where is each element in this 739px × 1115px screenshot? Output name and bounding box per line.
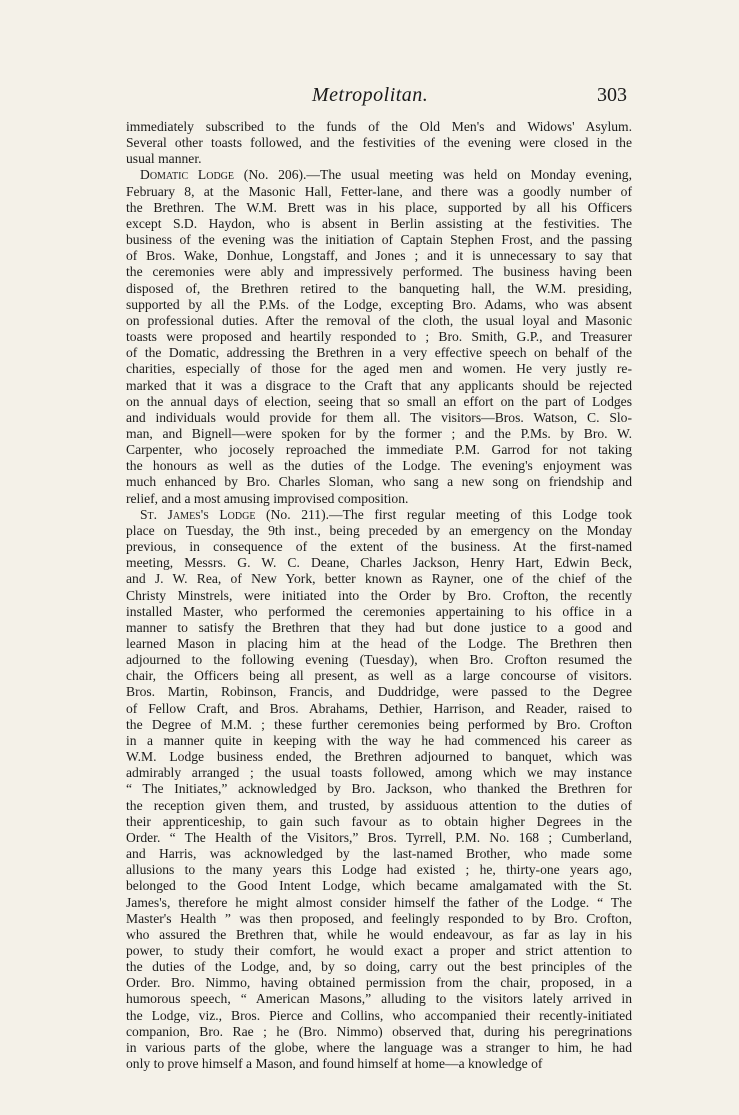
text-line bbox=[126, 862, 632, 878]
lodge-name: St. James's Lodge bbox=[140, 506, 256, 522]
line-text: and individuals would provide for them all. The visitors—Bros. Watson, C. Slo- bbox=[126, 409, 632, 425]
line-text: “ The Initiates,” acknowledged by Bro. Jackson, who thanked the Brethren for bbox=[126, 781, 632, 797]
line-text: meeting, Messrs. G. W. C. Deane, Charles Jackson, Henry Hart, Edwin Beck, bbox=[126, 555, 632, 571]
text-line bbox=[126, 911, 632, 927]
line-text: toasts were proposed and heartily responded to ; Bro. Smith, G.P., and Treasurer bbox=[126, 329, 632, 345]
line-text: in a manner quite in keeping with the way he had commenced his career as bbox=[126, 732, 632, 748]
line-text: of Fellow Craft, and Bros. Abrahams, Dethier, Harrison, and Reader, raised to bbox=[126, 700, 632, 716]
text-line bbox=[126, 668, 632, 684]
line-text: only to prove himself a Mason, and found himself at home—a knowledge of bbox=[126, 1056, 543, 1072]
line-text: who assured the Brethren that, while he would endeavour, as far as lay in his bbox=[126, 926, 632, 942]
text-line bbox=[126, 410, 632, 426]
text-line bbox=[126, 684, 632, 700]
text-line bbox=[126, 765, 632, 781]
text-line bbox=[126, 264, 632, 280]
line-text: their apprenticeship, to gain such favour as to obtain higher Degrees in the bbox=[126, 813, 632, 829]
text-line bbox=[126, 151, 632, 167]
text-line bbox=[126, 604, 632, 620]
line-text: the honours as well as the duties of the Lodge. The evening's enjoyment was bbox=[126, 458, 632, 474]
text-line bbox=[126, 571, 632, 587]
line-text: humorous speech, “ American Masons,” alluding to the visitors lately arrived in bbox=[126, 991, 632, 1007]
text-line bbox=[126, 814, 632, 830]
text-line bbox=[126, 458, 632, 474]
text-line bbox=[126, 345, 632, 361]
line-text: charities, especially of those for the aged men and women. He very justly re- bbox=[126, 361, 632, 377]
line-text: and J. W. Rea, of New York, better known as Rayner, one of the chief of the bbox=[126, 571, 632, 587]
text-line bbox=[126, 135, 632, 151]
text-line bbox=[126, 474, 632, 490]
line-text: February 8, at the Masonic Hall, Fetter-lane, and there was a goodly number of bbox=[126, 183, 632, 199]
text-line bbox=[126, 507, 632, 523]
line-text: Carpenter, who jocosely reproached the immediate P.M. Garrod for not taking bbox=[126, 442, 632, 458]
line-text: relief, and a most amusing improvised composition. bbox=[126, 490, 409, 506]
line-text: admirably arranged ; the usual toasts followed, among which we may instance bbox=[126, 765, 632, 781]
text-line bbox=[126, 281, 632, 297]
line-text: Order. Bro. Nimmo, having obtained permission from the chair, proposed, in a bbox=[126, 975, 632, 991]
text-line bbox=[126, 378, 632, 394]
line-text: man, and Bignell—were spoken for by the former ; and the P.Ms. by Bro. W. bbox=[126, 425, 632, 441]
running-header-title: Metropolitan. bbox=[312, 84, 429, 106]
text-line bbox=[126, 539, 632, 555]
line-text: manner to satisfy the Brethren that they had but done justice to a good and bbox=[126, 619, 632, 635]
line-text: installed Master, who performed the ceremonies appertaining to his office in a bbox=[126, 603, 632, 619]
line-text: belonged to the Good Intent Lodge, which became amalgamated with the St. bbox=[126, 878, 632, 894]
line-text: and Harris, was acknowledged by the last-named Brother, who made some bbox=[126, 846, 632, 862]
line-text: James's, therefore he might almost consider himself the father of the Lodge. “ The bbox=[126, 894, 632, 910]
line-text: allusions to the many years this Lodge had existed ; he, thirty-one years ago, bbox=[126, 862, 632, 878]
text-line bbox=[126, 248, 632, 264]
line-text: previous, in consequence of the extent of the business. At the first-named bbox=[126, 539, 632, 555]
line-text: (No. 206).—The usual meeting was held on Monday evening, bbox=[243, 167, 632, 183]
text-line bbox=[126, 588, 632, 604]
line-text: immediately subscribed to the funds of the Old Men's and Widows' Asylum. bbox=[126, 119, 632, 134]
line-text: business of the evening was the initiation of Captain Stephen Frost, and the passing bbox=[126, 232, 632, 248]
line-text: much enhanced by Bro. Charles Sloman, who sang a new song on friendship and bbox=[126, 474, 632, 490]
line-text: on the annual days of election, seeing that so small an effort on the part of Lodges bbox=[126, 393, 632, 409]
line-text: in various parts of the globe, where the language was a stranger to him, he had bbox=[126, 1039, 632, 1055]
text-line bbox=[126, 491, 632, 507]
text-line bbox=[126, 216, 632, 232]
text-line bbox=[126, 184, 632, 200]
line-text: power, to study their comfort, he would exact a proper and strict attention to bbox=[126, 942, 632, 958]
line-text: usual manner. bbox=[126, 151, 202, 167]
line-text: supported by all the P.Ms. of the Lodge, excepting Bro. Adams, who was absent bbox=[126, 296, 632, 312]
line-text: learned Mason in placing him at the head of the Lodge. The Brethren then bbox=[126, 636, 632, 651]
text-line bbox=[126, 361, 632, 377]
text-line bbox=[126, 329, 632, 345]
text-line bbox=[126, 781, 632, 797]
text-line bbox=[126, 733, 632, 749]
text-line bbox=[126, 798, 632, 814]
text-line bbox=[126, 394, 632, 410]
text-line bbox=[126, 620, 632, 636]
text-line bbox=[126, 232, 632, 248]
line-text: of Bros. Wake, Donhue, Longstaff, and Jones ; and it is unnecessary to say that bbox=[126, 248, 632, 264]
line-text: the Brethren. The W.M. Brett was in his place, supported by all his Officers bbox=[126, 199, 632, 215]
text-line bbox=[126, 991, 632, 1007]
text-line bbox=[126, 200, 632, 216]
line-text: Several other toasts followed, and the festivities of the evening were closed in the bbox=[126, 135, 632, 151]
text-line bbox=[126, 749, 632, 765]
text-line bbox=[126, 895, 632, 911]
text-line bbox=[126, 927, 632, 943]
line-text: Christy Minstrels, were initiated into the Order by Bro. Crofton, the recently bbox=[126, 587, 632, 603]
line-text: Master's Health ” was then proposed, and feelingly responded to by Bro. Crofton, bbox=[126, 910, 632, 926]
line-text: disposed of, the Brethren retired to the banqueting hall, the W.M. presiding, bbox=[126, 280, 632, 296]
text-line bbox=[126, 426, 632, 442]
text-line bbox=[126, 313, 632, 329]
text-line bbox=[126, 830, 632, 846]
article-body bbox=[126, 119, 632, 1072]
line-text: the reception given them, and trusted, by assiduous attention to the duties of bbox=[126, 797, 632, 813]
line-text: companion, Bro. Rae ; he (Bro. Nimmo) observed that, during his peregrinations bbox=[126, 1023, 632, 1039]
text-line bbox=[126, 1040, 632, 1056]
line-text: the ceremonies were ably and impressively performed. The business having been bbox=[126, 264, 632, 280]
line-text: on professional duties. After the removal of the cloth, the usual loyal and Masonic bbox=[126, 312, 632, 328]
page-number: 303 bbox=[597, 84, 627, 106]
text-line bbox=[126, 1008, 632, 1024]
line-text: the Degree of M.M. ; these further ceremonies being performed by Bro. Crofton bbox=[126, 716, 632, 732]
line-text: the duties of the Lodge, and, by so doing, carry out the best principles of the bbox=[126, 959, 632, 975]
line-text: chair, the Officers being all present, as well as a large concourse of visitors. bbox=[126, 668, 632, 684]
text-line bbox=[126, 442, 632, 458]
line-text: of the Domatic, addressing the Brethren in a very effective speech on behalf of the bbox=[126, 345, 632, 361]
text-line bbox=[126, 297, 632, 313]
text-line bbox=[126, 943, 632, 959]
line-text: except S.D. Haydon, who is absent in Berlin assisting at the festivities. The bbox=[126, 215, 632, 231]
lodge-name: Domatic Lodge bbox=[140, 167, 235, 183]
line-text: Order. “ The Health of the Visitors,” Bros. Tyrrell, P.M. No. 168 ; Cumberland, bbox=[126, 829, 632, 845]
line-text: (No. 211).—The first regular meeting of this Lodge took bbox=[266, 506, 632, 522]
line-text: place on Tuesday, the 9th inst., being preceded by an emergency on the Monday bbox=[126, 522, 632, 538]
text-line bbox=[126, 701, 632, 717]
text-line bbox=[126, 878, 632, 894]
text-line bbox=[126, 119, 632, 135]
text-line bbox=[126, 975, 632, 991]
text-line bbox=[126, 167, 632, 183]
line-text: adjourned to the following evening (Tuesday), when Bro. Crofton resumed the bbox=[126, 652, 632, 668]
text-line bbox=[126, 1056, 632, 1072]
text-line bbox=[126, 1024, 632, 1040]
line-text: the Lodge, viz., Bros. Pierce and Collins, who accompanied their recently-initiated bbox=[126, 1007, 632, 1023]
text-line bbox=[126, 846, 632, 862]
text-line bbox=[126, 523, 632, 539]
line-text: marked that it was a disgrace to the Craft that any applicants should be rejected bbox=[126, 377, 632, 393]
text-line bbox=[126, 555, 632, 571]
text-line bbox=[126, 959, 632, 975]
text-line bbox=[126, 717, 632, 733]
line-text: W.M. Lodge business ended, the Brethren adjourned to banquet, which was bbox=[126, 749, 632, 765]
text-line bbox=[126, 636, 632, 652]
text-line bbox=[126, 652, 632, 668]
line-text: Bros. Martin, Robinson, Francis, and Duddridge, were passed to the Degree bbox=[126, 684, 632, 700]
